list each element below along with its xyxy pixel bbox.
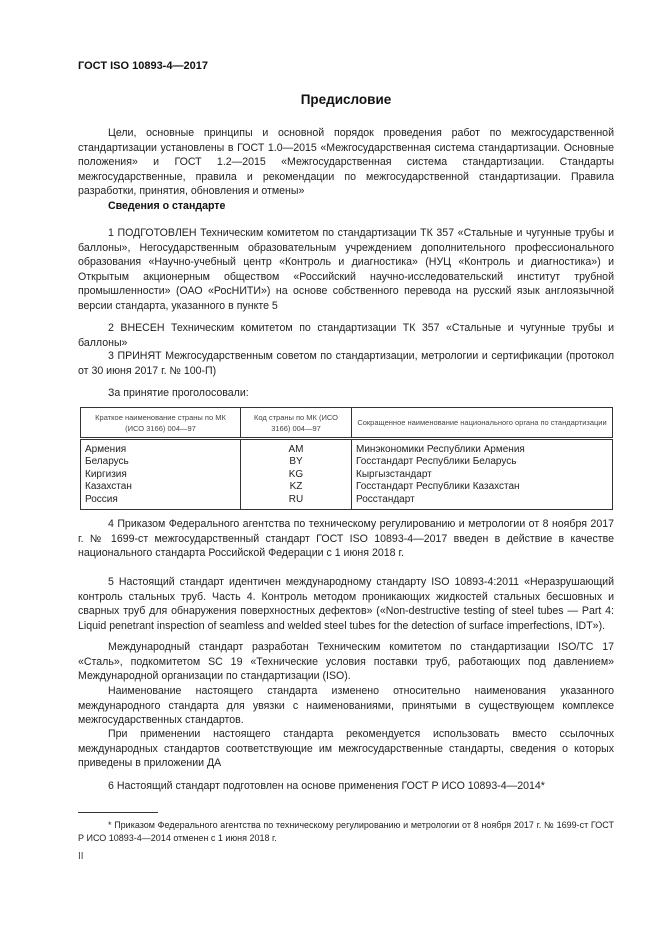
country-code: KG [241,469,352,481]
country-name: Казахстан [81,481,241,493]
running-head: ГОСТ ISO 10893-4—2017 [78,60,208,72]
table-row [81,481,613,493]
item-5-paragraph: 5 Настоящий стандарт идентичен международному стандарту ISO 10893-4:2011 «Неразрушающий контроль стальных труб. Часть 4. Контроль методом проникающих жидкостей стальных бесшовных и сварных труб для обнаружения поверхностных дефектов» («Non-destructive testing of steel tubes — Part 4: Liquid penetrant inspection of seamless and welded steel tubes for the detection of surface imperfections, IDT»). [78,576,614,632]
footnote: * Приказом Федерального агентства по техническому регулированию и метрологии от 8 ноября 2017 г. № 1699-ст ГОСТ Р ИСО 10893-4—2014 отменен с 1 июня 2018 г. [78,820,614,843]
country-name: Беларусь [81,456,241,468]
footnote-rule [78,812,158,813]
votes-table [80,407,613,510]
table-row [81,456,613,468]
page-number: II [78,851,84,862]
item-5-international-paragraph: Международный стандарт разработан Техническим комитетом по стандартизации ISO/TC 17 «Сталь», подкомитетом SC 19 «Технические условия поставки труб, работающих под давлением» Международной организации по стандартизации (ISO). [78,641,614,683]
header-standards-body: Сокращенное наименование национального органа по стандартизации [352,408,613,439]
standards-body: Госстандарт Республики Беларусь [352,456,613,468]
item-1-paragraph: 1 ПОДГОТОВЛЕН Техническим комитетом по стандартизации ТК 357 «Стальные и чугунные трубы и баллоны», Негосударственным образовательным учреждением дополнительного профессионального образования «Научно-учебный центр «Контроль и диагностика» (НУЦ «Контроль и диагностика») и Открытым акционерным обществом «Российский научно-исследовательский институт трубной промышленности» (ОАО «РосНИТИ») на основе собственного перевода на русский язык англоязычной версии стандарта, указанного в пункте 5 [78,227,614,312]
table-header-row [81,408,613,439]
country-name: Киргизия [81,469,241,481]
header-country-name: Краткое наименование страны по МК (ИСО 3166) 004—97 [81,408,241,439]
standards-body: Кыргызстандарт [352,469,613,481]
section-heading: Сведения о стандарте [108,200,226,212]
header-country-code: Код страны по МК (ИСО 3166) 004—97 [241,408,352,439]
standards-body: Минэкономики Республики Армения [352,439,613,457]
item-6-paragraph: 6 Настоящий стандарт подготовлен на основе применения ГОСТ Р ИСО 10893-4—2014* [108,780,545,792]
item-2-paragraph: 2 ВНЕСЕН Техническим комитетом по стандартизации ТК 357 «Стальные и чугунные трубы и баллоны» [78,322,614,349]
table-row [81,494,613,510]
standards-body: Госстандарт Республики Казахстан [352,481,613,493]
country-code: KZ [241,481,352,493]
intro-paragraph: Цели, основные принципы и основной порядок проведения работ по межгосударственной стандартизации установлены в ГОСТ 1.0—2015 «Межгосударственная система стандартизации. Основные положения» и ГОСТ 1.2—2015 «Межгосударственная система стандартизации. Стандарты межгосударственные, правила и рекомендации по межгосударственной стандартизации. Правила разработки, принятия, обновления и отмены» [78,127,614,198]
vote-intro: За принятие проголосовали: [108,387,249,399]
country-code: BY [241,456,352,468]
table-row [81,469,613,481]
item-5-references-paragraph: При применении настоящего стандарта рекомендуется использовать вместо ссылочных международных стандартов соответствующие им межгосударственные стандарты, сведения о которых приведены в приложении ДА [78,728,614,770]
country-code: RU [241,494,352,510]
country-code: AM [241,439,352,457]
page-title: Предисловие [300,92,392,107]
country-name: Россия [81,494,241,510]
table-row [81,439,613,457]
country-name: Армения [81,439,241,457]
item-4-paragraph: 4 Приказом Федерального агентства по техническому регулированию и метрологии от 8 ноября 2017 г. № 1699-ст межгосударственный стандарт ГОСТ ISO 10893-4—2017 введен в действие в качестве национального стандарта Российской Федерации с 1 июня 2018 г. [78,518,614,560]
standards-body: Росстандарт [352,494,613,510]
item-3-paragraph: 3 ПРИНЯТ Межгосударственным советом по стандартизации, метрологии и сертификации (протокол от 30 июня 2017 г. № 100-П) [78,350,614,377]
item-5-naming-paragraph: Наименование настоящего стандарта изменено относительно наименования указанного международного стандарта для увязки с наименованиями, принятыми в существующем комплексе межгосударственных стандартов. [78,685,614,727]
